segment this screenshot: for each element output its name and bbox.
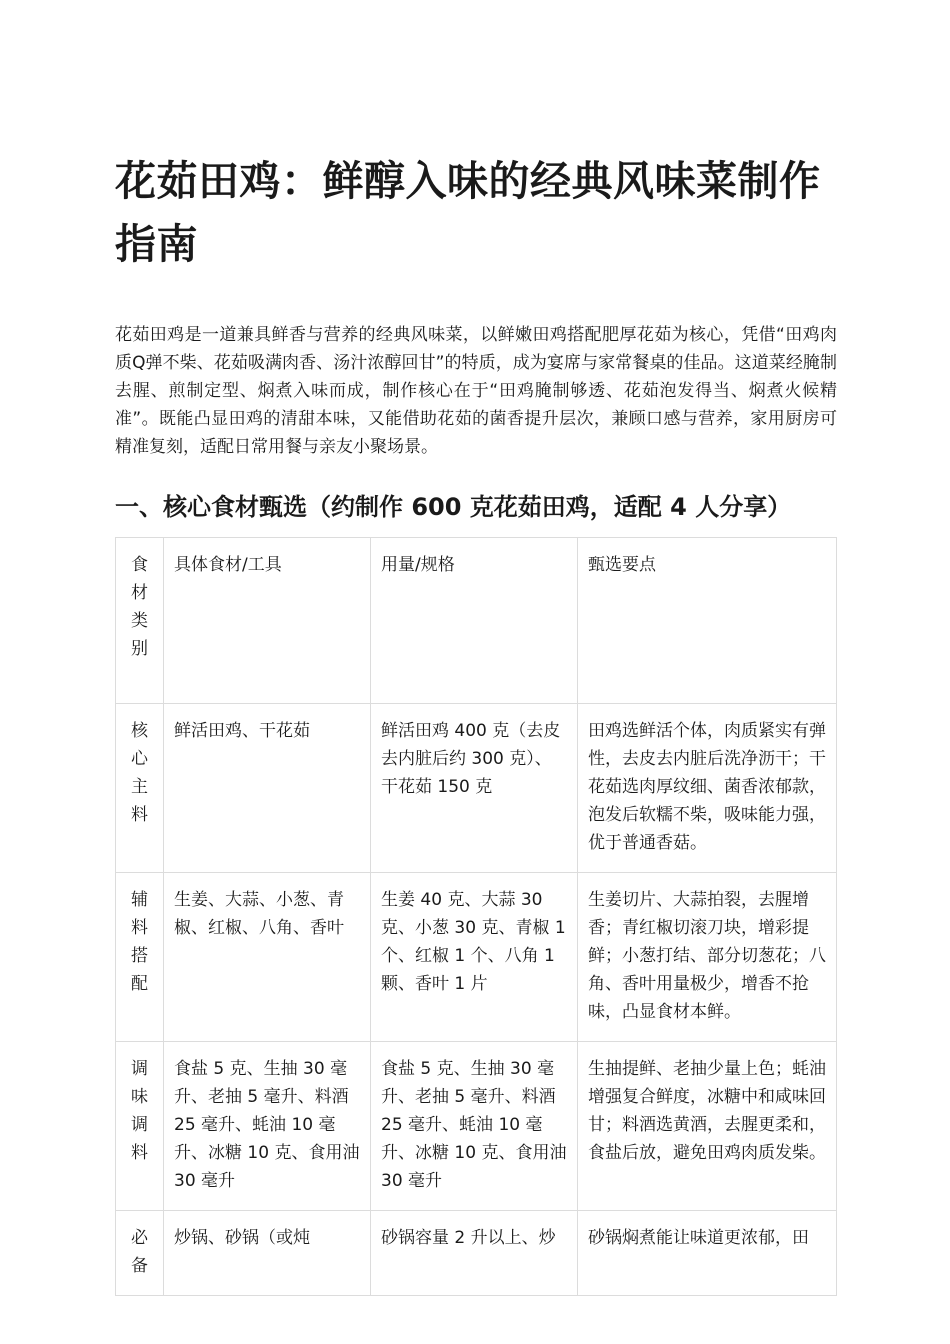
header-cell-items: 具体食材/工具 [164, 538, 371, 704]
cell-items: 食盐 5 克、生抽 30 毫升、老抽 5 毫升、料酒 25 毫升、蚝油 10 毫升、冰糖 10 克、食用油 30 毫升 [164, 1042, 371, 1211]
cell-amount: 生姜 40 克、大蒜 30 克、小葱 30 克、青椒 1 个、红椒 1 个、八角 1 颗、香叶 1 片 [371, 873, 578, 1042]
ingredients-table [115, 537, 837, 1296]
header-cell-amount: 用量/规格 [371, 538, 578, 704]
cell-tips: 田鸡选鲜活个体，肉质紧实有弹性，去皮去内脏后洗净沥干；干花茹选肉厚纹细、菌香浓郁款，泡发后软糯不柴，吸味能力强，优于普通香菇。 [578, 704, 837, 873]
section-heading: 一、核心食材甄选（约制作 600 克花茹田鸡，适配 4 人分享） [115, 493, 792, 521]
table-header-row [116, 538, 837, 704]
cell-tips: 生姜切片、大蒜拍裂，去腥增香；青红椒切滚刀块，增彩提鲜；小葱打结、部分切葱花；八角、香叶用量极少，增香不抢味，凸显食材本鲜。 [578, 873, 837, 1042]
cell-amount: 食盐 5 克、生抽 30 毫升、老抽 5 毫升、料酒 25 毫升、蚝油 10 毫升、冰糖 10 克、食用油 30 毫升 [371, 1042, 578, 1211]
cell-category: 调味调料 [116, 1042, 164, 1211]
cell-tips: 生抽提鲜、老抽少量上色；蚝油增强复合鲜度，冰糖中和咸味回甘；料酒选黄酒，去腥更柔和，食盐后放，避免田鸡肉质发柴。 [578, 1042, 837, 1211]
cell-items: 鲜活田鸡、干花茹 [164, 704, 371, 873]
cell-amount: 鲜活田鸡 400 克（去皮去内脏后约 300 克）、干花茹 150 克 [371, 704, 578, 873]
ingredients-table-container [115, 537, 836, 1276]
cell-category: 必备 [116, 1211, 164, 1296]
intro-paragraph: 花茹田鸡是一道兼具鲜香与营养的经典风味菜，以鲜嫩田鸡搭配肥厚花茹为核心，凭借“田鸡肉质Q弹不柴、花茹吸满肉香、汤汁浓醇回甘”的特质，成为宴席与家常餐桌的佳品。这道菜经腌制去腥、煎制定型、焖煮入味而成，制作核心在于“田鸡腌制够透、花茹泡发得当、焖煮火候精准”。既能凸显田鸡的清甜本味，又能借助花茹的菌香提升层次，兼顾口感与营养，家用厨房可精准复刻，适配日常用餐与亲友小聚场景。 [115, 325, 837, 457]
cell-category: 辅料搭配 [116, 873, 164, 1042]
cell-items: 生姜、大蒜、小葱、青椒、红椒、八角、香叶 [164, 873, 371, 1042]
header-cell-category: 食材类别 [116, 538, 164, 704]
cell-items: 炒锅、砂锅（或炖 [164, 1211, 371, 1296]
table-row [116, 1042, 837, 1211]
cell-tips: 砂锅焖煮能让味道更浓郁，田 [578, 1211, 837, 1296]
cell-category: 核心主料 [116, 704, 164, 873]
cell-amount: 砂锅容量 2 升以上、炒 [371, 1211, 578, 1296]
table-row [116, 873, 837, 1042]
header-cell-tips: 甄选要点 [578, 538, 837, 704]
table-row [116, 1211, 837, 1296]
page-title: 花茹田鸡：鲜醇入味的经典风味菜制作指南 [115, 157, 821, 268]
table-row [116, 704, 837, 873]
